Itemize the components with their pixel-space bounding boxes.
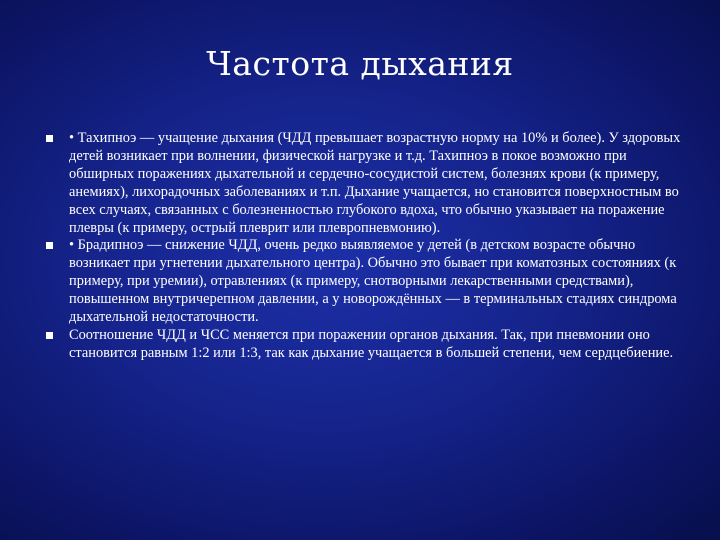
- square-bullet-icon: [46, 242, 53, 249]
- bullet-item-tachypnea: [46, 130, 686, 237]
- bullet-text: Соотношение ЧДД и ЧСС меняется при поражении органов дыхания. Так, при пневмонии оно становится равным 1:2 или 1:3, так как дыхание учащается в большей степени, чем сердцебиение.: [69, 326, 674, 361]
- slide-title: Частота дыхания: [206, 44, 514, 83]
- bullet-item-ratio: [46, 327, 686, 363]
- bullet-item-bradypnea: [46, 237, 686, 327]
- bullet-text: • Брадипноэ — снижение ЧДД, очень редко выявляемое у детей (в детском возрасте обычно возникает при угнетении дыхательного центра). Обычно это бывает при коматозных состояниях (к примеру, при уремии), отравлениях (к примеру, снотворными лекарственными средствами), повышенном внутричерепном давлении, а у новорождённых — в терминальных стадиях синдрома дыхательной недостаточности.: [69, 237, 677, 326]
- bullet-list: [46, 130, 686, 363]
- square-bullet-icon: [46, 135, 53, 142]
- square-bullet-icon: [46, 332, 53, 339]
- bullet-text: • Тахипноэ — учащение дыхания (ЧДД превышает возрастную норму на 10% и более). У здоровых детей возникает при волнении, физической нагрузке и т.д. Тахипноэ в покое возможно при обширных поражениях дыхательной и сердечно-сосудистой систем, болезнях крови (к примеру, анемиях), лихорадочных заболеваниях и т.п. Дыхание учащается, но становится поверхностным во всех случаях, связанных с болезненностью глубокого вдоха, что обычно указывает на поражение плевры (к примеру, острый плеврит или плевропневмонию).: [69, 130, 681, 236]
